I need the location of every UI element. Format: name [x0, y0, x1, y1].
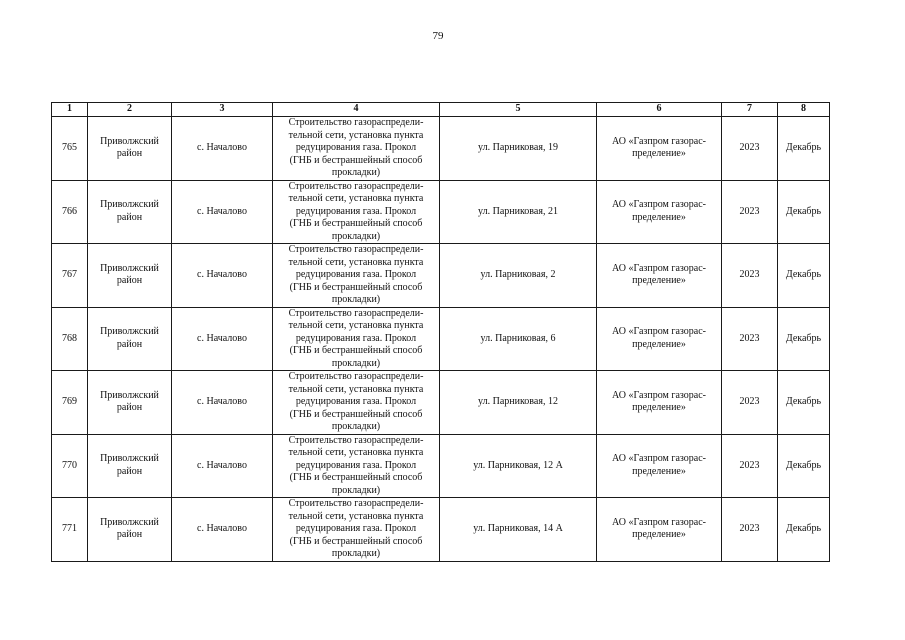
address-cell: ул. Парниковая, 12 А [440, 434, 597, 498]
district-cell: Приволжский район [88, 498, 172, 562]
work-description-line: редуцирования газа. Прокол [295, 142, 417, 153]
work-description-line: тельной сети, установка пункта [288, 383, 424, 395]
work-description-line: редуцирования газа. Прокол [295, 396, 417, 407]
locality-cell: с. Началово [172, 371, 273, 435]
work-description-line: тельной сети, установка пункта [288, 320, 424, 331]
work-description-line: редуцирования газа. Прокол [295, 459, 417, 471]
work-description-cell [273, 117, 440, 181]
organization-line: пределение» [632, 148, 686, 160]
row-number-cell: 768 [52, 307, 88, 371]
work-description-cell [273, 434, 440, 498]
locality-cell: с. Началово [172, 117, 273, 181]
work-description-line: (ГНБ и бестраншейный способ [289, 281, 423, 293]
work-description-line: тельной сети, установка пункта [288, 510, 424, 522]
organization-line: АО «Газпром газорас- [612, 135, 706, 147]
address-cell: ул. Парниковая, 12 [440, 371, 597, 435]
address-cell: ул. Парниковая, 14 А [440, 498, 597, 562]
organization-cell [597, 434, 722, 498]
table-row [52, 498, 830, 562]
work-description-line: прокладки) [331, 167, 381, 178]
work-description-line: редуцирования газа. Прокол [295, 332, 417, 344]
row-number-cell: 767 [52, 244, 88, 308]
row-number-cell: 771 [52, 498, 88, 562]
month-cell: Декабрь [778, 180, 830, 244]
organization-line: пределение» [632, 275, 686, 287]
year-cell: 2023 [722, 498, 778, 562]
organization-line: пределение» [632, 211, 686, 223]
row-number-cell: 770 [52, 434, 88, 498]
work-description-line: Строительство газораспредели- [288, 180, 424, 192]
table-row [52, 117, 830, 181]
column-header: 5 [440, 103, 597, 117]
work-description-line: прокладки) [331, 357, 381, 369]
row-number-cell: 766 [52, 180, 88, 244]
row-number-cell: 765 [52, 117, 88, 181]
year-cell: 2023 [722, 434, 778, 498]
organization-line: АО «Газпром газорас- [612, 389, 706, 401]
work-description-line: Строительство газораспредели- [288, 117, 424, 128]
work-description-cell [273, 180, 440, 244]
row-number-cell: 769 [52, 371, 88, 435]
work-description-line: прокладки) [331, 421, 381, 432]
work-description-line: прокладки) [331, 294, 381, 305]
column-header: 6 [597, 103, 722, 117]
district-cell: Приволжский район [88, 307, 172, 371]
district-cell: Приволжский район [88, 434, 172, 498]
work-description-line: тельной сети, установка пункта [288, 193, 424, 204]
work-description-line: прокладки) [331, 548, 381, 559]
work-description-line: Строительство газораспредели- [288, 244, 424, 255]
work-description-line: Строительство газораспредели- [288, 307, 424, 319]
organization-line: пределение» [632, 402, 686, 414]
organization-cell [597, 117, 722, 181]
address-cell: ул. Парниковая, 2 [440, 244, 597, 308]
work-description-line: (ГНБ и бестраншейный способ [289, 472, 423, 483]
table-row [52, 180, 830, 244]
organization-cell [597, 307, 722, 371]
column-header: 4 [273, 103, 440, 117]
page-number: 79 [432, 30, 444, 42]
address-cell: ул. Парниковая, 6 [440, 307, 597, 371]
work-description-line: Строительство газораспредели- [288, 434, 424, 446]
organization-cell [597, 498, 722, 562]
organization-line: пределение» [632, 338, 686, 350]
schedule-table [51, 102, 830, 562]
month-cell: Декабрь [778, 307, 830, 371]
year-cell: 2023 [722, 180, 778, 244]
month-cell: Декабрь [778, 434, 830, 498]
year-cell: 2023 [722, 117, 778, 181]
district-cell: Приволжский район [88, 117, 172, 181]
table-row [52, 434, 830, 498]
work-description-line: Строительство газораспредели- [288, 371, 424, 382]
district-cell: Приволжский район [88, 371, 172, 435]
work-description-line: тельной сети, установка пункта [288, 256, 424, 268]
organization-line: пределение» [632, 529, 686, 541]
organization-line: АО «Газпром газорас- [612, 453, 706, 465]
table-row [52, 371, 830, 435]
month-cell: Декабрь [778, 244, 830, 308]
work-description-cell [273, 244, 440, 308]
organization-cell [597, 244, 722, 308]
work-description-line: редуцирования газа. Прокол [295, 523, 417, 534]
table-body [52, 117, 830, 562]
organization-line: АО «Газпром газорас- [612, 516, 706, 528]
work-description-cell [273, 371, 440, 435]
work-description-line: тельной сети, установка пункта [288, 447, 424, 458]
locality-cell: с. Началово [172, 434, 273, 498]
month-cell: Декабрь [778, 117, 830, 181]
month-cell: Декабрь [778, 371, 830, 435]
address-cell: ул. Парниковая, 21 [440, 180, 597, 244]
header-row [52, 103, 830, 117]
locality-cell: с. Началово [172, 244, 273, 308]
work-description-line: (ГНБ и бестраншейный способ [289, 408, 423, 420]
organization-cell [597, 180, 722, 244]
locality-cell: с. Началово [172, 180, 273, 244]
address-cell: ул. Парниковая, 19 [440, 117, 597, 181]
year-cell: 2023 [722, 244, 778, 308]
table-row [52, 307, 830, 371]
locality-cell: с. Началово [172, 498, 273, 562]
locality-cell: с. Началово [172, 307, 273, 371]
year-cell: 2023 [722, 307, 778, 371]
column-header: 3 [172, 103, 273, 117]
organization-line: АО «Газпром газорас- [612, 199, 706, 211]
work-description-line: редуцирования газа. Прокол [295, 205, 417, 217]
column-header: 1 [52, 103, 88, 117]
column-header: 8 [778, 103, 830, 117]
year-cell: 2023 [722, 371, 778, 435]
district-cell: Приволжский район [88, 180, 172, 244]
month-cell: Декабрь [778, 498, 830, 562]
work-description-line: прокладки) [331, 230, 381, 242]
work-description-line: Строительство газораспредели- [288, 498, 424, 509]
work-description-cell [273, 498, 440, 562]
work-description-line: (ГНБ и бестраншейный способ [289, 535, 423, 547]
organization-line: пределение» [632, 465, 686, 477]
column-header: 7 [722, 103, 778, 117]
organization-cell [597, 371, 722, 435]
work-description-line: тельной сети, установка пункта [288, 129, 424, 141]
work-description-line: (ГНБ и бестраншейный способ [289, 218, 423, 229]
table-row [52, 244, 830, 308]
work-description-line: (ГНБ и бестраншейный способ [289, 154, 423, 166]
work-description-cell [273, 307, 440, 371]
work-description-line: (ГНБ и бестраншейный способ [289, 345, 423, 356]
column-header: 2 [88, 103, 172, 117]
work-description-line: прокладки) [331, 484, 381, 496]
organization-line: АО «Газпром газорас- [612, 326, 706, 338]
district-cell: Приволжский район [88, 244, 172, 308]
organization-line: АО «Газпром газорас- [612, 262, 706, 274]
work-description-line: редуцирования газа. Прокол [295, 269, 417, 280]
